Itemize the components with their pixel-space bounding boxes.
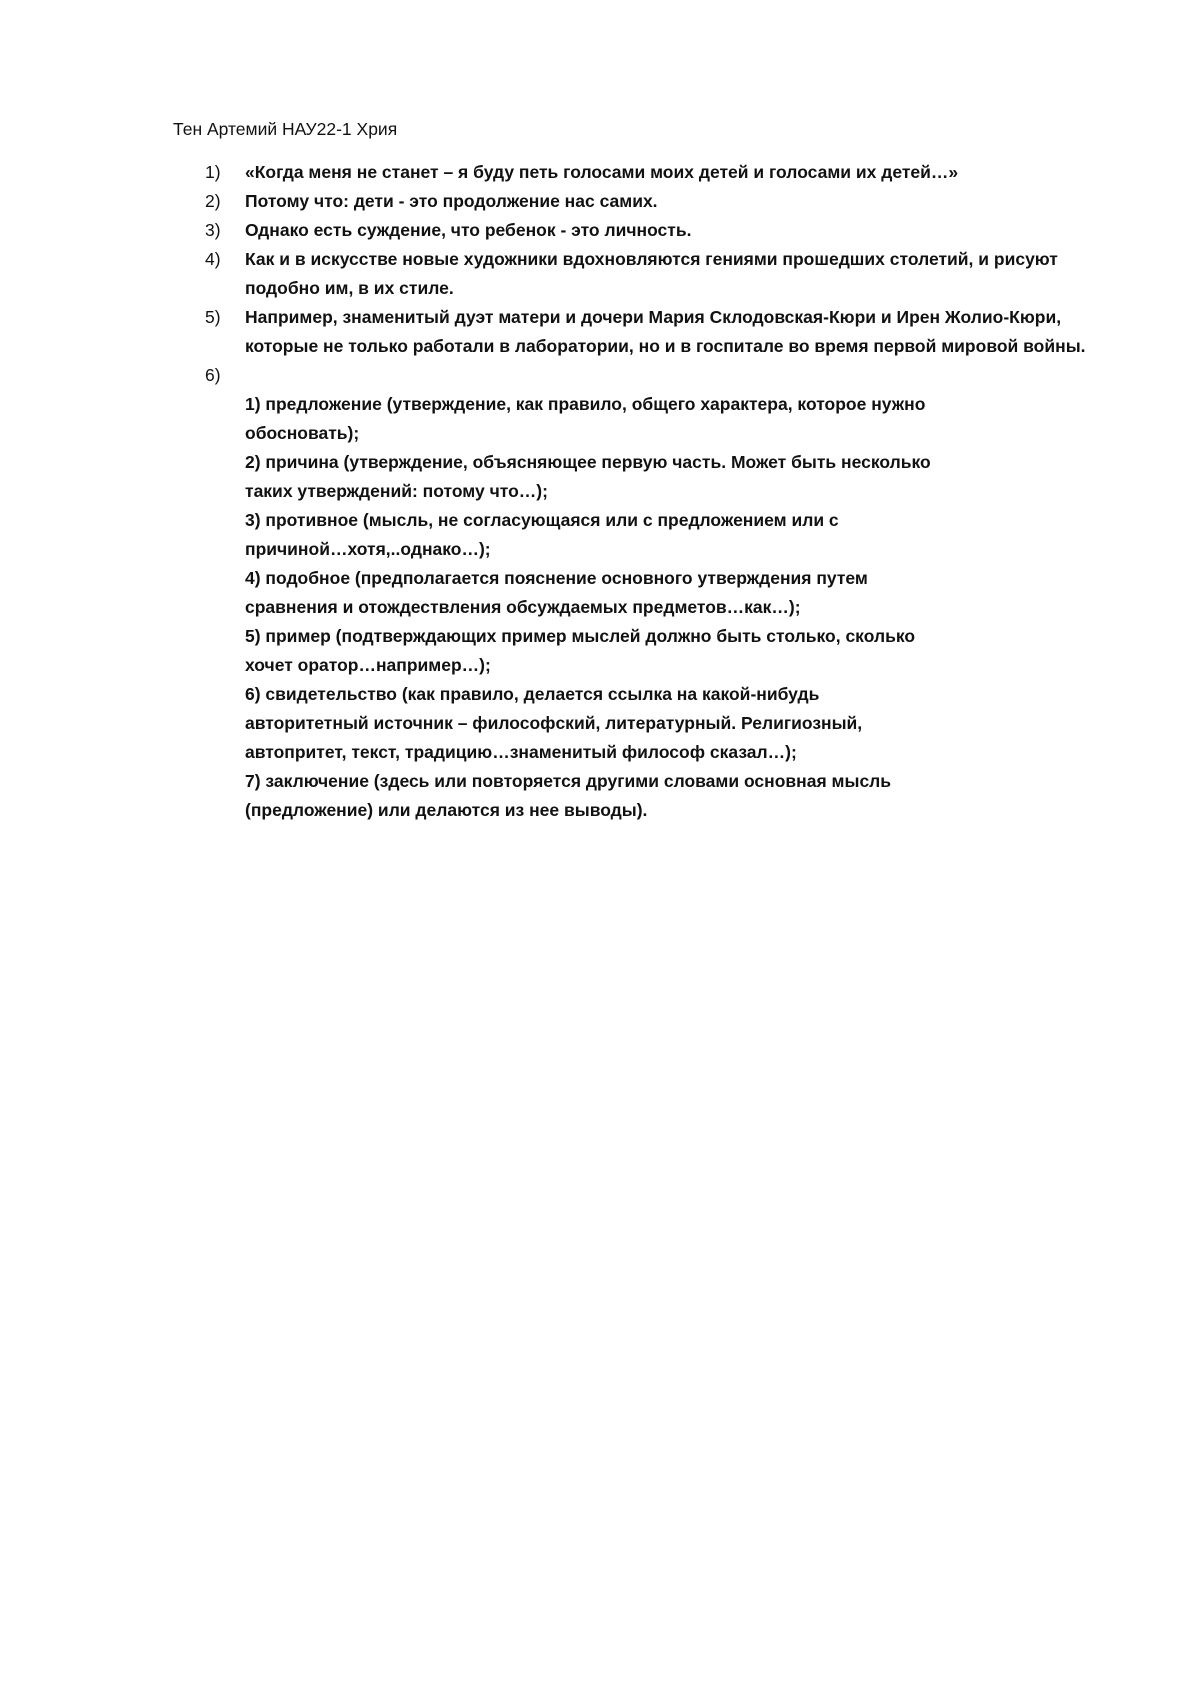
list-item — [173, 303, 1133, 361]
structure-sublist — [245, 390, 1133, 825]
list-item-structure — [173, 361, 1133, 825]
sublist-item: 3) противное (мысль, не согласующаяся или с предложением или с причиной…хотя,..однако…); — [245, 510, 839, 559]
structure-spacer — [245, 361, 1133, 390]
list-item-text: Например, знаменитый дуэт матери и дочери Мария Склодовская-Кюри и Ирен Жолио-Кюри, которые не только работали в лаборатории, но и в госпитале во время первой мировой войны. — [245, 307, 1086, 356]
list-item — [173, 245, 1133, 303]
list-item — [173, 187, 1133, 216]
sublist-item: 6) свидетельство (как правило, делается ссылка на какой-нибудь авторитетный источник – философский, литературный. Религиозный, автопритет, текст, традицию…знаменитый философ сказал…); — [245, 684, 863, 762]
list-item — [173, 216, 1133, 245]
main-list — [173, 158, 1133, 825]
list-item-number: 1) — [205, 162, 221, 182]
list-item — [173, 158, 1133, 187]
list-item-number: 4) — [205, 249, 221, 269]
sublist-item: 5) пример (подтверждающих пример мыслей должно быть столько, сколько хочет оратор…например…); — [245, 626, 916, 675]
list-item-number: 3) — [205, 220, 221, 240]
list-item-text: «Когда меня не станет – я буду петь голосами моих детей и голосами их детей…» — [245, 162, 959, 182]
sublist-item: 4) подобное (предполагается пояснение основного утверждения путем сравнения и отождествления обсуждаемых предметов…как…); — [245, 568, 868, 617]
list-item-number: 5) — [205, 307, 221, 327]
list-item-text: Потому что: дети - это продолжение нас самих. — [245, 191, 658, 211]
list-item-number: 2) — [205, 191, 221, 211]
sublist-item: 7) заключение (здесь или повторяется другими словами основная мысль (предложение) или делаются из нее выводы). — [245, 771, 892, 820]
list-item-text: Однако есть суждение, что ребенок - это личность. — [245, 220, 692, 240]
list-item-number: 6) — [205, 365, 221, 385]
document-title: Тен Артемий НАУ22-1 Хрия — [173, 119, 398, 139]
sublist-item: 1) предложение (утверждение, как правило, общего характера, которое нужно обосновать); — [245, 394, 926, 443]
list-item-text: Как и в искусстве новые художники вдохновляются гениями прошедших столетий, и рисуют подобно им, в их стиле. — [245, 249, 1058, 298]
sublist-item: 2) причина (утверждение, объясняющее первую часть. Может быть несколько таких утверждений: потому что…); — [245, 452, 931, 501]
